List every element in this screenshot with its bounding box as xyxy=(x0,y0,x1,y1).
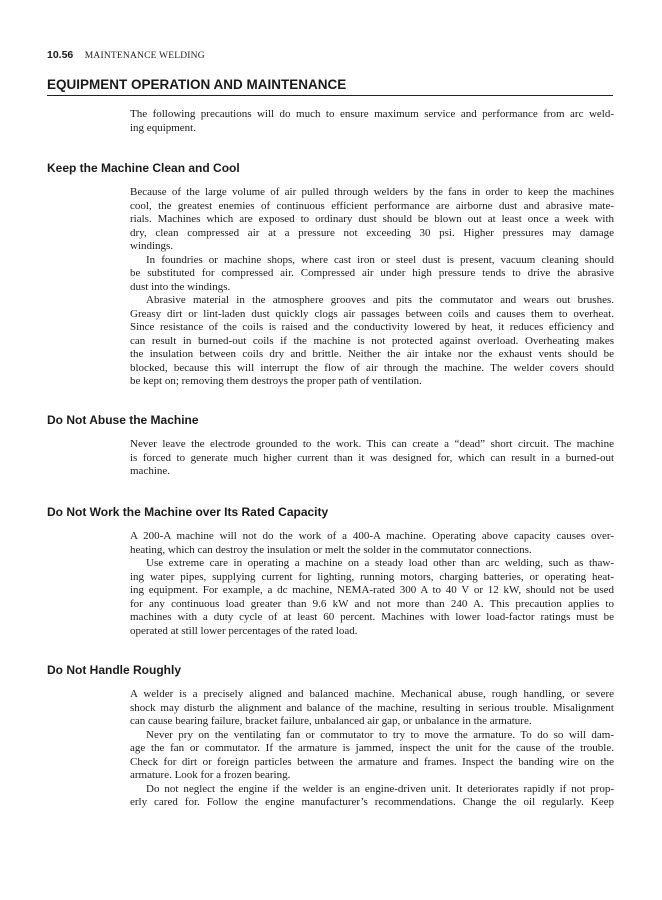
text-line: erly cared for. Follow the engine manufacturer’s recommendations. Change the oil regularly. Keep xyxy=(130,796,614,808)
text-line: for any continuous load greater than 9.6 kW and not more than 240 A. This precaution applies to xyxy=(130,597,614,610)
text-line: Use extreme care in operating a machine on a steady load other than arc welding, such as thaw- xyxy=(146,557,614,569)
text-line: operated at still lower percentages of the rated load. xyxy=(130,624,358,637)
text-line: Abrasive material in the atmosphere grooves and pits the commutator and wears out brushes. xyxy=(146,294,614,306)
text-line: cool, the greatest enemies of continuous efficient performance are airborne dust and abrasive mate- xyxy=(130,199,614,212)
text-line: ing water pipes, supplying current for lighting, running motors, charging batteries, or operating heat- xyxy=(130,570,614,583)
section-body-clean-cool xyxy=(130,186,614,389)
text-line: A 200-A machine will not do the work of a 400-A machine. Operating above capacity causes over- xyxy=(130,530,614,542)
text-line: dust into the windings. xyxy=(130,280,231,293)
text-line: Never leave the electrode grounded to the work. This can create a “dead” short circuit. The machine xyxy=(130,438,614,450)
running-title: MAINTENANCE WELDING xyxy=(84,51,205,61)
text-line: the insulation between coils dry and brittle. Neither the air intake nor the exhaust vents should be xyxy=(130,348,614,360)
text-line: windings. xyxy=(130,240,174,252)
text-line: can cause bearing failure, bracket failure, unbalanced air gap, or unbalance in the armature. xyxy=(130,715,532,727)
section-heading-handle: Do Not Handle Roughly xyxy=(47,663,181,677)
text-line: Because of the large volume of air pulled through welders by the fans in order to keep the machines xyxy=(130,186,614,198)
section-heading-abuse: Do Not Abuse the Machine xyxy=(47,413,199,427)
text-line: dry, clean compressed air at a pressure not exceeding 30 psi. Higher pressures may damage xyxy=(130,226,614,239)
running-head xyxy=(47,49,205,61)
text-line: Do not neglect the engine if the welder is an engine-driven unit. It deteriorates rapidly if not prop- xyxy=(146,782,614,795)
text-line: is forced to generate much higher current than it was designed for, which can result in a burned-out xyxy=(130,451,614,464)
text-line: blocked, because this will interrupt the flow of air through the machine. The welder covers should xyxy=(130,361,614,374)
text-line: heating, which can destroy the insulation or melt the solder in the commutator connections. xyxy=(130,543,532,556)
text-line: rials. Machines which are exposed to ordinary dust should be blown out at least once a week with xyxy=(130,213,614,225)
text-line: Greasy dirt or lint-laden dust quickly clogs air passages between coils and causes them to overheat. xyxy=(130,307,614,320)
text-line: machines with a duty cycle of at least 60 percent. Machines with lower load-factor ratings must be xyxy=(130,611,614,623)
text-line: ing equipment. For example, a dc machine, NEMA-rated 300 A to 40 V or 12 kW, should not be used xyxy=(130,584,614,596)
text-line: machine. xyxy=(130,465,171,477)
text-line: ing equipment. xyxy=(130,121,196,134)
section-body-handle xyxy=(130,688,614,810)
text-line: be kept on; removing them destroys the proper path of ventilation. xyxy=(130,375,422,387)
section-body-capacity xyxy=(130,530,614,638)
intro-paragraph xyxy=(130,108,614,135)
text-line: be substituted for compressed air. Compressed air under high pressure tends to drive the abrasive xyxy=(130,267,614,279)
chapter-title: EQUIPMENT OPERATION AND MAINTENANCE xyxy=(47,77,613,96)
text-line: Never pry on the ventilating fan or commutator to try to move the armature. To do so will dam- xyxy=(146,728,614,741)
text-line: shock may disturb the alignment and balance of the machine, resulting in serious trouble. Misalignment xyxy=(130,701,614,714)
section-heading-clean-cool: Keep the Machine Clean and Cool xyxy=(47,161,240,175)
text-line: can result in burned-out coils if the machine is not protected against overload. Overheating makes xyxy=(130,334,614,347)
section-heading-capacity: Do Not Work the Machine over Its Rated Capacity xyxy=(47,505,329,519)
text-line: Since resistance of the coils is raised and the conductivity lowered by heat, it reduces efficiency and xyxy=(130,321,614,333)
page-number: 10.56 xyxy=(47,49,74,61)
text-line: Check for dirt or foreign particles between the armature and frames. Inspect the banding wire on the xyxy=(130,755,614,768)
section-body-abuse xyxy=(130,438,614,479)
text-line: armature. Look for a frozen bearing. xyxy=(130,769,291,781)
text-line: A welder is a precisely aligned and balanced machine. Mechanical abuse, rough handling, or severe xyxy=(130,688,614,700)
text-line: In foundries or machine shops, where cast iron or steel dust is present, vacuum cleaning should xyxy=(146,253,614,266)
text-line: The following precautions will do much to ensure maximum service and performance from arc weld- xyxy=(130,108,614,120)
text-line: age the fan or commutator. If the armature is jammed, inspect the unit for the cause of the trouble. xyxy=(130,742,614,754)
